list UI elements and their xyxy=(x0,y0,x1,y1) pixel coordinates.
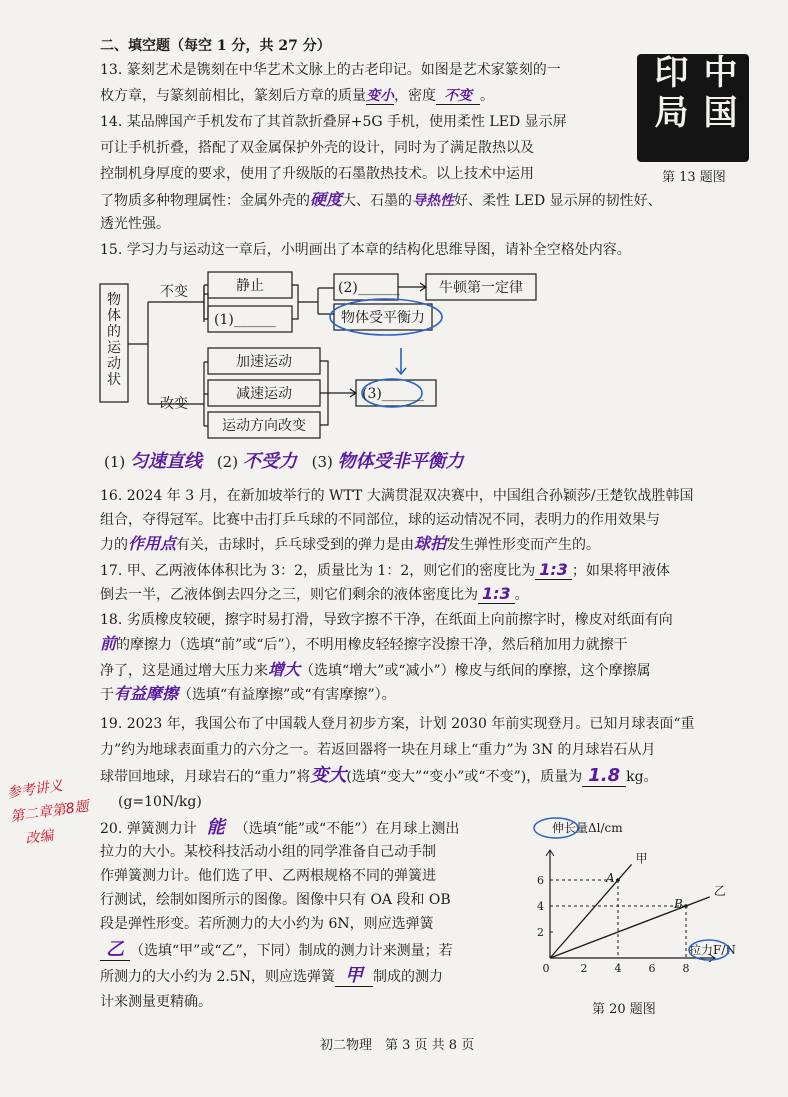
point-B xyxy=(684,904,688,908)
margin-note-line2: 第二章第8题 xyxy=(9,798,90,826)
q17-line1 xyxy=(100,560,670,581)
q14-line2: 可让手机折叠，搭配了双金属保护外壳的设计，同时为了满足散热以及 xyxy=(100,140,534,156)
q16-answer2: 球拍 xyxy=(414,534,447,553)
q20-line1 xyxy=(100,818,459,839)
series-name-2: 乙 xyxy=(713,883,726,898)
q13-line1: 13. 篆刻艺术是镌刻在中华艺术文脉上的古老印记。如图是艺术家篆刻的一 xyxy=(100,62,561,78)
x-tick-label: 6 xyxy=(648,962,656,975)
q20-line4: 行测试，绘制如图所示的图像。图像中只有 OA 段和 OB xyxy=(100,892,451,908)
q17-answer1: 1:3 xyxy=(535,560,572,580)
q16-text-a: 力的 xyxy=(100,537,128,553)
q17-text-b: ；如果将甲液体 xyxy=(571,563,670,579)
q18-answer3: 有益摩擦 xyxy=(114,684,179,703)
q17-text-c: 倒去一半，乙液体倒去四分之三，则它们剩余的液体密度比为 xyxy=(100,587,478,603)
q14-line5: 透光性强。 xyxy=(100,216,170,232)
q15-ans-label1: (1) xyxy=(104,453,126,471)
q14-answer1: 硬度 xyxy=(310,190,343,209)
map-root-label xyxy=(107,291,122,388)
q20-line5: 段是弹性形变。若所测力的大小约为 6N，则应选弹簧 xyxy=(100,916,434,932)
q14-line4 xyxy=(100,190,662,211)
q16-line2: 组合，夺得冠军。比赛中击打乒乓球的不同部位，球的运动情况不同，表明力的作用效果与 xyxy=(100,512,660,528)
q18-text-f: （选填“有益摩擦”或“有害摩擦”）。 xyxy=(178,687,396,703)
q15-answer1: 匀速直线 xyxy=(130,451,203,472)
q18-answer1: 前 xyxy=(100,634,117,653)
q14-text-b: 大、石墨的 xyxy=(342,193,413,209)
q19-text-c: kg。 xyxy=(626,769,658,785)
q20-line7 xyxy=(100,966,443,987)
x-axis-label: 拉力F/N xyxy=(689,943,736,957)
page-footer: 初二物理 第 3 页 共 8 页 xyxy=(320,1038,475,1053)
q19-line4: (g=10N/kg) xyxy=(118,794,202,810)
q20-text-c: （选填“甲”或“乙”，下同）制成的测力计来测量；若 xyxy=(130,943,453,959)
q15-answers xyxy=(104,452,464,472)
q17-line2 xyxy=(100,584,529,605)
margin-note-line1: 参考讲义 xyxy=(5,778,64,802)
q19-line1: 19. 2023 年，我国公布了中国载人登月初步方案，计划 2030 年前实现登月。已知月球表面“重 xyxy=(100,716,695,732)
map-still-label: 静止 xyxy=(236,278,264,294)
q20-line8: 计来测量更精确。 xyxy=(100,994,212,1010)
map-balanced-label: 物体受平衡力 xyxy=(341,310,425,326)
map-root-2: 体 xyxy=(107,308,121,324)
q13-answer1: 变小 xyxy=(366,88,394,104)
spring-chart xyxy=(512,816,774,994)
q14-answer2: 导热性 xyxy=(412,193,455,209)
q16-line1: 16. 2024 年 3 月，在新加坡举行的 WTT 大满贯混双决赛中，中国组合孙颖莎/王楚钦战胜韩国 xyxy=(100,488,694,504)
map-changed-label: 改变 xyxy=(160,396,188,412)
q16-line3 xyxy=(100,534,600,555)
map-root-1: 物 xyxy=(107,292,121,308)
margin-note-line3: 改编 xyxy=(24,827,55,848)
map-blank1-label: (1)______ xyxy=(214,312,276,328)
q18-answer2: 增大 xyxy=(268,660,301,679)
y-axis-label: 伸长量Δl/cm xyxy=(552,821,623,835)
seal-image xyxy=(637,54,749,162)
q16-answer1: 作用点 xyxy=(128,534,177,553)
q17-text-d: 。 xyxy=(514,587,529,603)
chart-caption: 第 20 题图 xyxy=(592,1002,656,1017)
series-line-1 xyxy=(550,864,632,958)
map-accel-label: 加速运动 xyxy=(236,354,292,370)
y-tick-label: 4 xyxy=(537,900,544,913)
q19-line3 xyxy=(100,766,658,787)
series-name-1: 甲 xyxy=(635,851,648,866)
q13-text-c: 。 xyxy=(480,88,494,104)
q18-line1: 18. 劣质橡皮较硬，擦字时易打滑，导致字擦不干净，在纸面上向前擦字时，橡皮对纸面有向 xyxy=(100,612,673,628)
q20-answer1: 能 xyxy=(206,817,225,838)
q14-line1: 14. 某品牌国产手机发布了其首款折叠屏+5G 手机，使用柔性 LED 显示屏 xyxy=(100,114,567,130)
point-label-B: B xyxy=(674,897,683,911)
q17-answer2: 1:3 xyxy=(478,584,515,604)
q15-line1: 15. 学习力与运动这一章后，小明画出了本章的结构化思维导图，请补全空格处内容。 xyxy=(100,242,631,258)
map-dirchange-label: 运动方向改变 xyxy=(222,418,306,434)
y-tick-label: 6 xyxy=(537,874,544,887)
q20-text-d: 所测力的大小约为 2.5N，则应选弹簧 xyxy=(100,969,335,985)
map-root-3: 的 xyxy=(107,324,121,340)
x-tick-label: 8 xyxy=(682,962,690,975)
q18-text-c: 净了，这是通过增大压力来 xyxy=(100,663,268,679)
q20-text-b: （选填“能”或“不能”）在月球上测出 xyxy=(234,821,460,837)
q18-line3 xyxy=(100,660,651,681)
q13-text-a: 枚方章，与篆刻前相比，篆刻后方章的质量 xyxy=(100,88,366,104)
q18-line2 xyxy=(100,634,628,655)
map-decel-label: 减速运动 xyxy=(236,386,292,402)
map-root-6: 状 xyxy=(107,372,121,388)
q15-ans-label2: (2) xyxy=(216,453,239,471)
x-tick-label: 2 xyxy=(580,962,588,975)
q16-text-b: 有关，击球时，乒乓球受到的弹力是由 xyxy=(176,537,415,553)
map-blank3-label: (3)______ xyxy=(362,386,424,402)
q14-line3: 控制机身厚度的要求，使用了升级版的石墨散热技术。以上技术中运用 xyxy=(100,166,534,182)
q19-text-a: 球带回地球，月球岩石的“重力”将 xyxy=(100,769,311,785)
margin-note xyxy=(5,771,93,853)
section-title: 二、填空题（每空 1 分，共 27 分） xyxy=(100,38,331,54)
q18-line4 xyxy=(100,684,396,705)
map-blank2-label: (2)______ xyxy=(338,280,400,296)
q19-text-b: (选填“变大”“变小”或“不变”)，质量为 xyxy=(346,769,583,785)
q14-text-c: 好、柔性 LED 显示屏的韧性好、 xyxy=(454,193,662,209)
map-newton-label: 牛顿第一定律 xyxy=(439,280,523,296)
q20-answer3: 甲 xyxy=(335,965,373,987)
q15-answer3: 物体受非平衡力 xyxy=(337,451,464,472)
q14-text-a: 了物质多种物理属性：金属外壳的 xyxy=(100,193,310,209)
q13-answer2: 不变 xyxy=(436,88,480,105)
y-tick-label: 2 xyxy=(537,926,544,939)
seal-text: 中国 印局 xyxy=(648,54,737,134)
map-unchanged-label: 不变 xyxy=(160,284,188,300)
q18-text-e: 于 xyxy=(100,687,114,703)
q18-text-b: 的摩擦力（选填“前”或“后”），不明用橡皮轻轻擦字没擦干净，然后稍加用力就擦干 xyxy=(116,637,628,653)
q19-line2: 力”约为地球表面重力的六分之一。若返回器将一块在月球上“重力”为 3N 的月球岩石从月 xyxy=(100,742,656,758)
q15-ans-label3: (3) xyxy=(311,453,333,471)
q20-text-a: 20. 弹簧测力计 xyxy=(100,821,197,837)
map-root-5: 动 xyxy=(107,356,121,372)
q19-answer1: 变大 xyxy=(310,765,347,786)
q20-line6 xyxy=(100,940,453,961)
q16-text-c: 发生弹性形变而产生的。 xyxy=(446,537,601,553)
q15-mind-map xyxy=(96,266,556,446)
point-A xyxy=(616,878,620,882)
x-tick-label: 4 xyxy=(614,962,622,975)
q15-answer2: 不受力 xyxy=(242,451,297,472)
q20-line3: 作弹簧测力计。他们选了甲、乙两根规格不同的弹簧进 xyxy=(100,868,436,884)
point-label-A: A xyxy=(606,871,615,885)
q13-line2 xyxy=(100,86,494,106)
q18-text-d: （选填“增大”或“减小”）橡皮与纸间的摩擦，这个摩擦属 xyxy=(300,663,651,679)
q20-line2: 拉力的大小。某校科技活动小组的同学准备自己动手制 xyxy=(100,844,436,860)
x-tick-label: 0 xyxy=(542,962,550,975)
q13-figure-caption: 第 13 题图 xyxy=(662,170,726,185)
q17-text-a: 17. 甲、乙两液体体积比为 3：2，质量比为 1：2，则它们的密度比为 xyxy=(100,563,536,579)
q20-text-e: 制成的测力 xyxy=(372,969,443,985)
q13-text-b: ，密度 xyxy=(394,88,436,104)
q20-answer2: 乙 xyxy=(100,939,130,961)
q19-answer2: 1.8 xyxy=(582,765,626,787)
map-root-4: 运 xyxy=(107,340,121,356)
